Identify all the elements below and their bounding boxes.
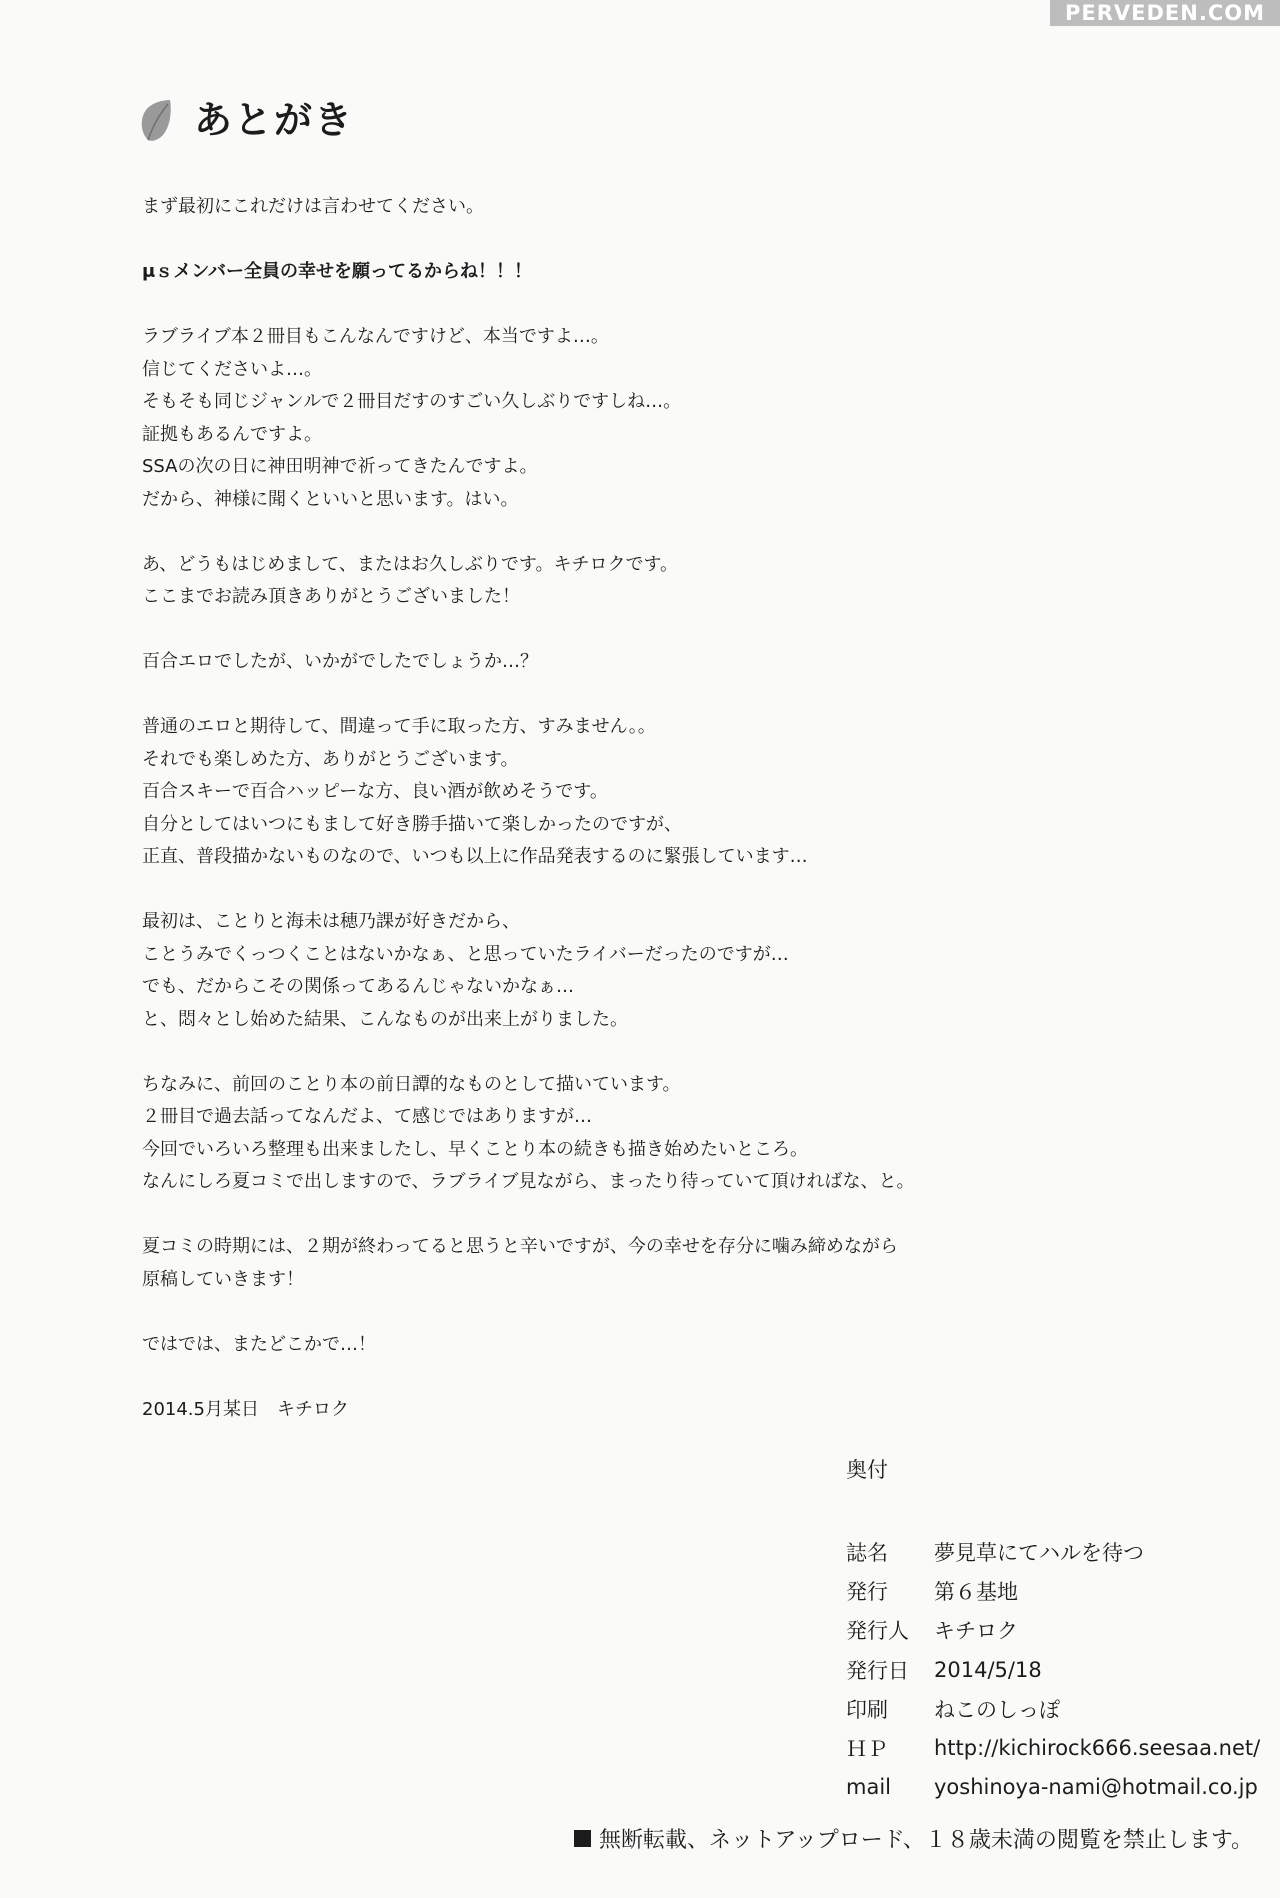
prohibition-notice xyxy=(574,1823,1253,1854)
colophon-value: http://kichirock666.seesaa.net/ xyxy=(934,1736,1261,1761)
text-line: でも、だからこその関係ってあるんじゃないかなぁ… xyxy=(142,976,574,997)
colophon-row xyxy=(846,1611,1260,1650)
watermark: PERVEDEN.COM xyxy=(1050,0,1280,26)
text-line: 2014.5月某日 キチロク xyxy=(142,1398,349,1420)
colophon-key: ＨＰ xyxy=(846,1737,888,1762)
text-line: 百合スキーで百合ハッピーな方、良い酒が飲めそうです。 xyxy=(142,781,608,802)
paragraph xyxy=(142,711,1142,874)
text-line: 最初は、ことりと海未は穂乃課が好きだから、 xyxy=(142,911,520,932)
text-line: だから、神様に聞くといいと思います。はい。 xyxy=(142,488,519,510)
text-line: まず最初にこれだけは言わせてください。 xyxy=(142,196,484,217)
colophon-value: 第６基地 xyxy=(934,1579,1018,1604)
text-line: SSAの次の日に神田明神で祈ってきたんですよ。 xyxy=(142,456,538,477)
text-line: 原稿していきます！ xyxy=(142,1268,304,1290)
text-line: ラブライブ本２冊目もこんなんですけど、本当ですよ…。 xyxy=(142,326,609,347)
colophon-key: mail xyxy=(846,1775,891,1800)
colophon-title: 奥付 xyxy=(846,1458,888,1482)
afterword-body xyxy=(142,191,1142,1459)
colophon-value: yoshinoya-nami@hotmail.co.jp xyxy=(934,1775,1258,1800)
colophon-row xyxy=(846,1650,1260,1689)
colophon-value: 夢見草にてハルを待つ xyxy=(934,1540,1144,1565)
text-line: 普通のエロと期待して、間違って手に取った方、すみません。。 xyxy=(142,716,656,737)
text-line: 夏コミの時期には、２期が終わってると思うと辛いですが、今の幸せを存分に噛み締めながら xyxy=(142,1236,898,1257)
paragraph xyxy=(142,191,1142,224)
page-title: あとがき xyxy=(194,98,355,142)
colophon-table xyxy=(846,1532,1260,1807)
text-line: と、悶々とし始めた結果、こんなものが出来上がりました。 xyxy=(142,1008,628,1030)
paragraph xyxy=(142,906,1142,1036)
paragraph xyxy=(142,646,1142,679)
text-line: ちなみに、前回のことり本の前日譚的なものとして描いています。 xyxy=(142,1073,681,1095)
text-line: 自分としてはいつにもまして好き勝手描いて楽しかったのですが、 xyxy=(142,813,682,835)
colophon-value: ねこのしっぽ xyxy=(934,1697,1060,1722)
paragraph xyxy=(142,1394,1142,1427)
colophon-key: 誌名 xyxy=(846,1540,888,1565)
text-line: ことうみでくっつくことはないかなぁ、と思っていたライバーだったのですが… xyxy=(142,943,789,965)
paragraph xyxy=(142,1231,1142,1296)
notice-text: 無断転載、ネットアップロード、１８歳未満の閲覧を禁止します。 xyxy=(599,1828,1254,1853)
text-line: 百合エロでしたが、いかがでしたでしょうか…？ xyxy=(142,651,538,672)
emphasis-paragraph xyxy=(142,256,1142,289)
text-line: あ、どうもはじめまして、またはお久しぶりです。キチロクです。 xyxy=(142,553,679,575)
text-line: ではでは、またどこかで…！ xyxy=(142,1333,376,1355)
text-line: 今回でいろいろ整理も出来ましたし、早くことり本の続きも描き始めたいところ。 xyxy=(142,1138,808,1160)
colophon-row xyxy=(846,1689,1260,1728)
colophon-row xyxy=(846,1532,1260,1571)
colophon-value: キチロク xyxy=(934,1619,1018,1644)
colophon-row xyxy=(846,1728,1260,1767)
text-line: それでも楽しめた方、ありがとうございます。 xyxy=(142,748,519,770)
leaf-icon xyxy=(138,98,174,142)
text-line: μｓメンバー全員の幸せを願ってるからね！！！ xyxy=(142,261,532,282)
colophon-key: 発行人 xyxy=(846,1619,909,1644)
text-line: ２冊目で過去話ってなんだよ、て感じではありますが… xyxy=(142,1106,592,1127)
text-line: ここまでお読み頂きありがとうございました！ xyxy=(142,586,520,607)
colophon-key: 印刷 xyxy=(846,1697,888,1722)
colophon-row xyxy=(846,1768,1260,1807)
text-line: 証拠もあるんですよ。 xyxy=(142,423,322,445)
black-square-icon xyxy=(574,1830,591,1847)
colophon xyxy=(846,1454,1260,1807)
colophon-key: 発行日 xyxy=(846,1658,909,1683)
paragraph xyxy=(142,1329,1142,1362)
colophon-value: 2014/5/18 xyxy=(934,1657,1042,1682)
afterword-heading xyxy=(138,98,354,142)
colophon-key: 発行 xyxy=(846,1579,888,1604)
colophon-row xyxy=(846,1571,1260,1610)
paragraph xyxy=(142,549,1142,614)
text-line: なんにしろ夏コミで出しますので、ラブライブ見ながら、まったり待っていて頂ければな、と。 xyxy=(142,1171,915,1192)
text-line: そもそも同じジャンルで２冊目だすのすごい久しぶりですしね…。 xyxy=(142,391,682,412)
paragraph xyxy=(142,321,1142,516)
paragraph xyxy=(142,1069,1142,1199)
text-line: 信じてくださいよ…。 xyxy=(142,358,322,380)
text-line: 正直、普段描かないものなので、いつも以上に作品発表するのに緊張しています… xyxy=(142,846,808,867)
